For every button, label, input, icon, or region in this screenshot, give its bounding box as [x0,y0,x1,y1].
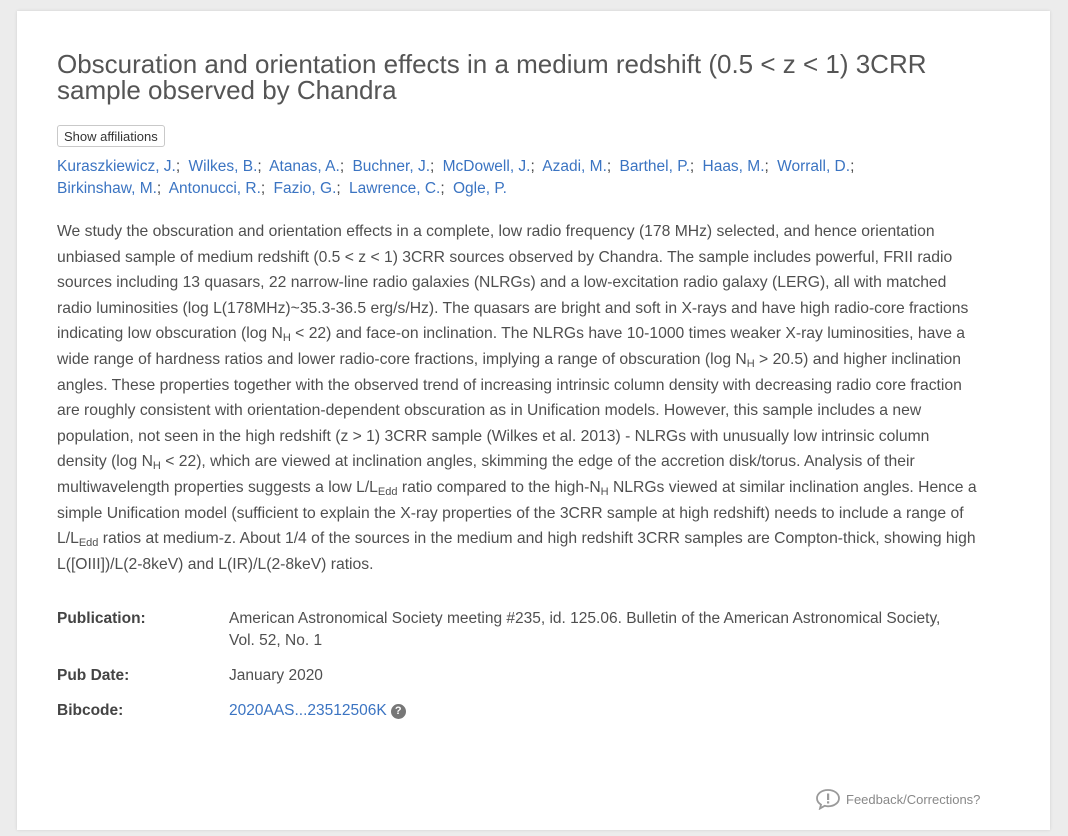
author-separator: ; [336,180,341,197]
publication-value: American Astronomical Society meeting #235, id. 125.06. Bulletin of the American Astronomical Society, Vol. 52, No. 1 [229,610,941,650]
author-separator: ; [257,158,262,175]
author-link[interactable]: Antonucci, R. [168,180,261,197]
feedback-label: Feedback/Corrections? [846,791,981,807]
author-link[interactable]: Buchner, J. [352,158,431,175]
abstract-subscript: Edd [78,537,99,550]
author-link[interactable]: Birkinshaw, M. [57,180,157,197]
abstract-subscript: H [282,332,291,345]
comment-icon [815,788,841,810]
question-circle-icon[interactable]: ? [391,704,406,719]
author-link[interactable]: Haas, M. [702,158,765,175]
abstract-subscript: H [746,357,755,370]
author-link[interactable]: Kuraszkiewicz, J. [57,158,176,175]
pubdate-label: Pub Date: [57,667,130,685]
author-link[interactable]: Azadi, M. [542,158,607,175]
bibcode-label: Bibcode: [57,702,124,720]
author-separator: ; [689,158,695,175]
author-separator: ; [339,158,345,175]
author-link[interactable]: Ogle, P. [452,180,507,197]
publication-row [57,608,1002,652]
author-separator: ; [606,158,612,175]
author-separator: ; [430,158,435,175]
bibcode-row [57,700,1002,722]
author-separator: ; [440,180,445,197]
abstract-subscript: H [152,460,161,473]
publication-label: Publication: [57,610,146,628]
feedback-link[interactable] [815,788,980,810]
abstract-subscript: H [600,485,609,498]
abstract-subscript: Edd [377,485,398,498]
abstract-segment: < 22) and face-on inclination. The NLRGs have 10-1000 times weaker X-ray luminosities, have a wide range of hardness ratios and lower radio-core fractions, implying a range of obscuration (log N [57,325,965,368]
metadata-table [57,608,1002,722]
bibcode-link[interactable]: 2020AAS...23512506K [229,702,387,720]
author-link[interactable]: Wilkes, B. [188,158,258,175]
abstract-card [17,11,1050,830]
abstract-segment: < 22), which are viewed at inclination angles, skimming the edge of the accretion disk/torus. Analysis of their multiwavelength properties suggests a low L/L [57,453,915,496]
author-separator: ; [260,180,266,197]
author-link[interactable]: Barthel, P. [619,158,690,175]
author-link[interactable]: Lawrence, C. [349,180,441,197]
abstract-segment: > 20.5) and higher inclination angles. These properties together with the observed trend of increasing intrinsic column density with decreasing radio core fraction are roughly consistent with orientation-dependent obscuration as in Unification models. However, this sample includes a new population, not seen in the high redshift (z > 1) 3CRR sample (Wilkes et al. 2013) - NLRGs with unusually low intrinsic column density (log N [57,350,962,471]
author-separator: ; [156,180,162,197]
author-link[interactable]: Worrall, D. [777,158,851,175]
pubdate-row [57,665,1002,687]
author-list [57,156,1002,200]
abstract-segment: NLRGs viewed at similar inclination angles. Hence a simple Unification model (sufficient to explain the X-ray properties of the 3CRR sample at high redshift) needs to include a range of L/L [57,478,977,548]
page-title: Obscuration and orientation effects in a medium redshift (0.5 < z < 1) 3CRR sample observed by Chandra [57,49,927,105]
author-separator: ; [175,158,181,175]
author-link[interactable]: Atanas, A. [269,158,340,175]
abstract-segment: We study the obscuration and orientation effects in a complete, low radio frequency (178 MHz) selected, and hence orientation unbiased sample of medium redshift (0.5 < z < 1) 3CRR sources observed by Chandra. The sample includes powerful, FRII radio sources including 13 quasars, 22 narrow-line radio galaxies (NLRGs) and a low-excitation radio galaxy (LERG), all with matched radio luminosities (log L(178MHz)~35.3-36.5 erg/s/Hz). The quasars are bright and soft in X-rays and have high radio-core fractions indicating low obscuration (log N [57,223,969,343]
pubdate-value: January 2020 [229,667,323,685]
author-link[interactable]: Fazio, G. [273,180,337,197]
author-separator: ; [764,158,769,175]
author-separator: ; [530,158,535,175]
abstract-content [57,51,1002,735]
abstract-text [57,219,977,577]
abstract-segment: ratio compared to the high-N [397,478,601,496]
bibcode-value-cell [229,700,969,722]
show-affiliations-button[interactable]: Show affiliations [57,125,165,147]
abstract-segment: ratios at medium-z. About 1/4 of the sources in the medium and high redshift 3CRR samples are Compton-thick, showing high L([OIII])/L(2-8keV) and L(IR)/L(2-8keV) ratios. [57,530,976,573]
author-link[interactable]: McDowell, J. [442,158,531,175]
author-separator: ; [850,158,855,175]
